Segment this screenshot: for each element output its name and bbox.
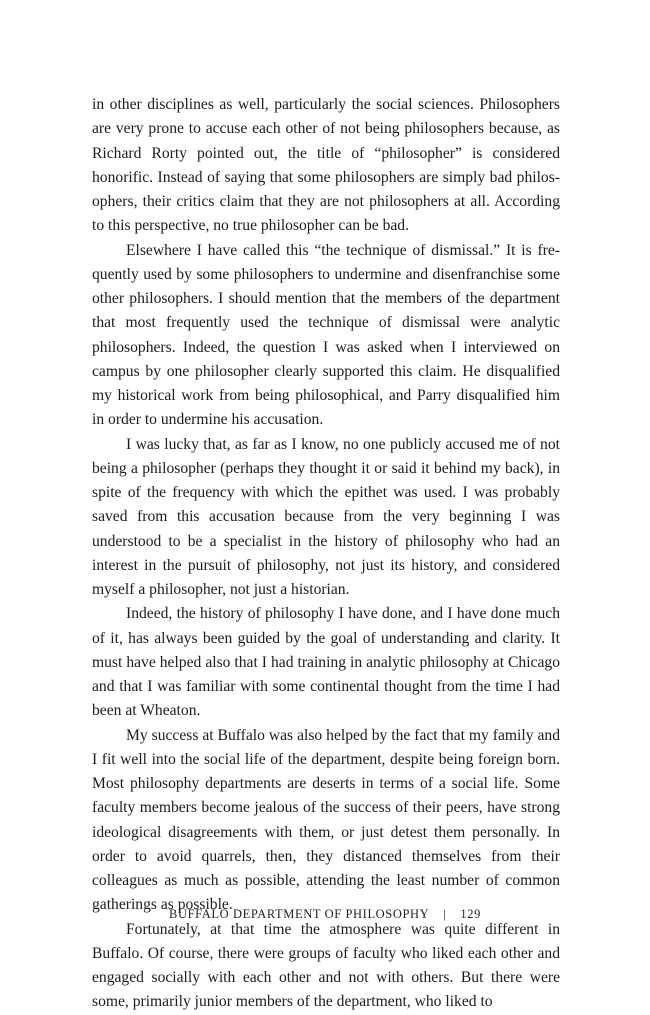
paragraph-5: My success at Buffalo was also helped by the fact that my family and I fit well into the social life of the department, despite being foreign born. Most philosophy departments are deserts in terms of a social life. Some faculty members become jealous of the success of their peers, have strong ideological disagreements with them, or just detest them personally. In order to avoid quarrels, then, they distanced themselves from their colleagues as much as possible, attending the least number of common gatherings as possible. <box>92 726 560 914</box>
page-number: 129 <box>460 907 481 921</box>
body-text <box>92 93 560 1015</box>
paragraph-4: Indeed, the history of philosophy I have done, and I have done much of it, has always been guided by the goal of understanding and clarity. It must have helped also that I had training in analytic philosophy at Chicago and that I was familiar with some continental thought from the time I had been at Wheaton. <box>92 605 560 720</box>
paragraph-6: Fortunately, at that time the atmosphere was quite different in Buffalo. Of course, there were groups of faculty who liked each other and engaged socially with each other and not with others. But there were some, primarily junior members of the department, who liked to <box>92 920 560 1011</box>
footer-separator: | <box>443 907 447 921</box>
paragraph-2: Elsewhere I have called this “the technique of dismissal.” It is frequently used by some philosophers to undermine and disenfranchise some other philosophers. I should mention that the members of the department that most frequently used the technique of dismissal were analytic philosophers. Indeed, the question I was asked when I interviewed on campus by one philosopher clearly supported this claim. He disqualified my historical work from being philosophical, and Parry disqualified him in order to undermine his accusation. <box>92 241 560 429</box>
paragraph-1: in other disciplines as well, particularly the social sciences. Philosophers are very prone to accuse each other of not being philosophers because, as Richard Rorty pointed out, the title of “philosopher” is considered honorific. Instead of saying that some philosophers are simply bad philosophers, their critics claim that they are not philosophers at all. According to this perspective, no true philosopher can be bad. <box>92 96 560 235</box>
page-footer <box>0 907 650 922</box>
running-head: BUFFALO DEPARTMENT OF PHILOSOPHY <box>169 907 430 921</box>
paragraph-3: I was lucky that, as far as I know, no one publicly accused me of not being a philosopher (perhaps they thought it or said it behind my back), in spite of the frequency with which the epithet was used. I was probably saved from this accusation because from the very beginning I was understood to be a specialist in the history of philosophy who had an interest in the pursuit of philosophy, not just its history, and considered myself a philosopher, not just a historian. <box>92 435 560 598</box>
